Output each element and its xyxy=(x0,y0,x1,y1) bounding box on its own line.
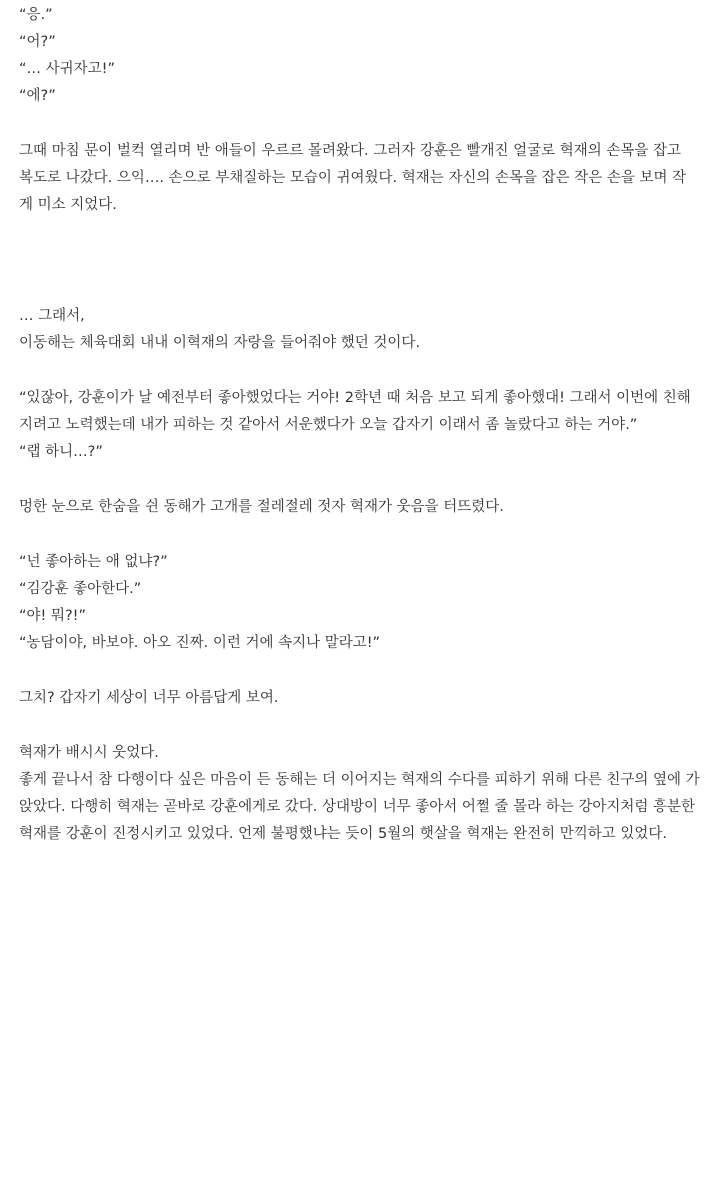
paragraph xyxy=(19,385,691,466)
paragraph xyxy=(19,740,700,848)
text-line: 멍한 눈으로 한숨을 쉰 동해가 고개를 절레절레 젓자 혁재가 웃음을 터뜨렸다. xyxy=(19,499,504,515)
text-line: 게 미소 지었다. xyxy=(19,197,117,213)
text-line: 그때 마침 문이 벌컥 열리며 반 애들이 우르르 몰려왔다. 그러자 강훈은 빨개진 얼굴로 혁재의 손목을 잡고 xyxy=(19,143,682,159)
text-line: 앉았다. 다행히 혁재는 곧바로 강훈에게로 갔다. 상대방이 너무 좋아서 어쩔 줄 몰라 하는 강아지처럼 흥분한 xyxy=(19,799,696,815)
text-line: “김강훈 좋아한다.” xyxy=(19,581,142,597)
paragraph xyxy=(19,303,691,357)
text-line: 혁재를 강훈이 진정시키고 있었다. 언제 불평했냐는 듯이 5월의 햇살을 혁재는 완전히 만끽하고 있었다. xyxy=(19,826,668,842)
text-line: 복도로 나갔다. 으익…. 손으로 부채질하는 모습이 귀여웠다. 혁재는 자신의 손목을 잡은 작은 손을 보며 작 xyxy=(19,170,687,186)
text-line: “넌 좋아하는 애 없냐?” xyxy=(19,554,168,570)
text-line: “있잖아, 강훈이가 날 예전부터 좋아했었다는 거야! 2학년 때 처음 보고 되게 좋아했대! 그래서 이번에 친해 xyxy=(19,390,691,406)
text-line: “야! 뭐?!” xyxy=(19,608,86,624)
paragraph xyxy=(19,138,691,219)
paragraph xyxy=(19,494,691,521)
text-line: “랩 하니…?” xyxy=(19,444,103,460)
text-line: “농담이야, 바보야. 아오 진짜. 이런 거에 속지나 말라고!” xyxy=(19,635,381,651)
text-line: 이동해는 체육대회 내내 이혁재의 자랑을 들어줘야 했던 것이다. xyxy=(19,335,421,351)
text-line: 좋게 끝나서 참 다행이다 싶은 마음이 든 동해는 더 이어지는 혁재의 수다를 피하기 위해 다른 친구의 옆에 가 xyxy=(19,772,700,788)
dialogue-block xyxy=(19,549,691,657)
paragraph xyxy=(19,685,691,712)
dialogue-block xyxy=(19,2,691,110)
text-line: “어?” xyxy=(19,34,56,50)
text-line: 혁재가 배시시 웃었다. xyxy=(19,745,159,761)
text-line: … 그래서, xyxy=(19,308,85,324)
text-line: “에?” xyxy=(19,88,56,104)
text-line: 지려고 노력했는데 내가 피하는 것 같아서 서운했다가 오늘 갑자기 이래서 좀 놀랐다고 하는 거야.” xyxy=(19,417,638,433)
text-line: “… 사귀자고!” xyxy=(19,61,115,77)
text-line: “응.” xyxy=(19,7,53,23)
story-text xyxy=(19,0,700,848)
text-line: 그치? 갑자기 세상이 너무 아름답게 보여. xyxy=(19,690,279,706)
